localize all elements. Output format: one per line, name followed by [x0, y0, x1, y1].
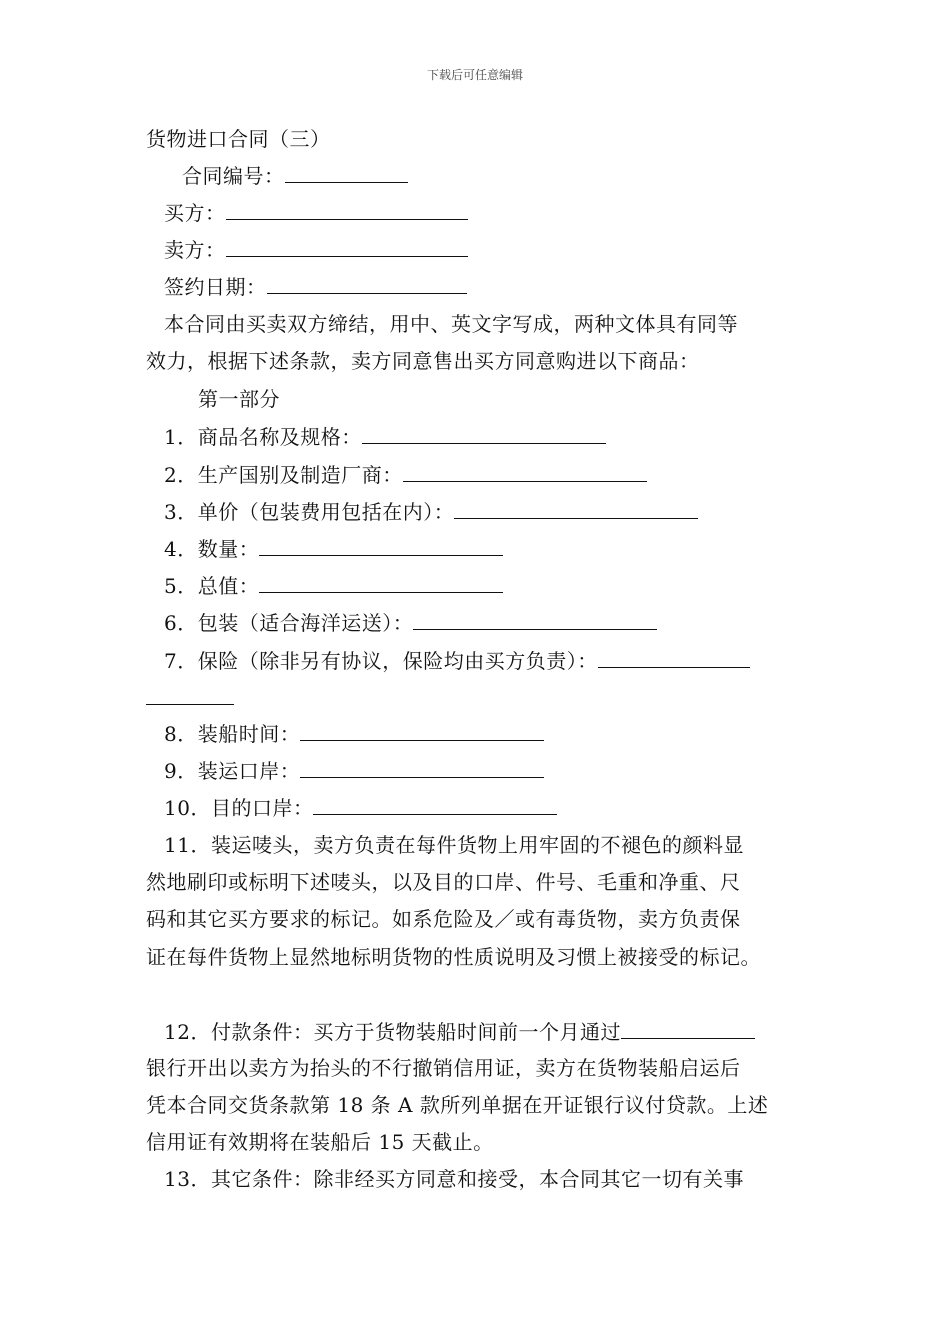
item-3-blank: [454, 498, 698, 519]
item-4: [164, 535, 503, 562]
clause-12-text-1: 12．付款条件：买方于货物装船时间前一个月通过: [164, 1020, 621, 1044]
contract-no-label: 合同编号：: [182, 164, 285, 188]
clause-11-line-3: 码和其它买方要求的标记。如系危险及／或有毒货物，卖方负责保: [146, 907, 741, 931]
date-label: 签约日期：: [164, 275, 267, 299]
item-9: [164, 757, 544, 784]
item-5: [164, 572, 503, 599]
item-7-label: 7．保险（除非另有协议，保险均由买方负责）：: [164, 649, 598, 673]
item-10-label: 10．目的口岸：: [164, 796, 314, 820]
buyer-label: 买方：: [164, 201, 226, 225]
item-9-blank: [300, 757, 544, 778]
item-9-label: 9．装运口岸：: [164, 759, 301, 783]
item-7-continuation: [146, 684, 234, 711]
page-header: 下载后可任意编辑: [426, 68, 523, 82]
item-7: [164, 647, 750, 674]
item-7-blank: [598, 647, 750, 668]
item-3: [164, 498, 698, 525]
clause-12-line-4: 信用证有效期将在装船后 15 天截止。: [146, 1130, 494, 1154]
part-one-heading: 第一部分: [198, 387, 280, 411]
item-10: [164, 794, 557, 821]
clause-12-line-3: 凭本合同交货条款第 18 条 A 款所列单据在开证银行议付贷款。上述: [146, 1093, 769, 1117]
item-6-label: 6．包装（适合海洋运送）：: [164, 611, 414, 635]
seller-label: 卖方：: [164, 238, 226, 262]
item-2: [164, 461, 647, 488]
item-10-blank: [313, 794, 557, 815]
item-6-blank: [413, 609, 657, 630]
item-8-blank: [300, 720, 544, 741]
item-8: [164, 720, 544, 747]
clause-11-line-2: 然地刷印或标明下述唛头，以及目的口岸、件号、毛重和净重、尺: [146, 870, 741, 894]
seller-blank: [226, 236, 468, 257]
item-5-blank: [259, 572, 503, 593]
clause-12-line-2: 银行开出以卖方为抬头的不行撤销信用证，卖方在货物装船启运后: [146, 1056, 741, 1080]
date-blank: [267, 273, 467, 294]
item-8-label: 8．装船时间：: [164, 722, 301, 746]
buyer-blank: [226, 199, 468, 220]
intro-line-1: 本合同由买卖双方缔结，用中、英文字写成，两种文体具有同等: [164, 312, 738, 336]
item-1: [164, 423, 606, 450]
clause-13-line-1: 13．其它条件：除非经买方同意和接受，本合同其它一切有关事: [164, 1167, 744, 1191]
item-6: [164, 609, 657, 636]
item-7-blank-continued: [146, 684, 234, 705]
item-1-label: 1．商品名称及规格：: [164, 425, 362, 449]
item-4-label: 4．数量：: [164, 537, 260, 561]
clause-11-line-4: 证在每件货物上显然地标明货物的性质说明及习惯上被接受的标记。: [146, 945, 761, 969]
item-2-label: 2．生产国别及制造厂商：: [164, 463, 403, 487]
clause-11-line-1: 11．装运唛头，卖方负责在每件货物上用牢固的不褪色的颜料显: [164, 833, 744, 857]
contract-no-line: [182, 162, 408, 189]
clause-12-bank-blank: [621, 1018, 755, 1039]
buyer-line: [164, 199, 468, 226]
item-4-blank: [259, 535, 503, 556]
clause-12-line-1: [164, 1018, 755, 1045]
intro-line-2: 效力，根据下述条款，卖方同意售出买方同意购进以下商品：: [146, 349, 700, 373]
item-3-label: 3．单价（包装费用包括在内）：: [164, 500, 455, 524]
item-1-blank: [362, 423, 606, 444]
document-title: 货物进口合同（三）: [146, 127, 331, 151]
item-5-label: 5．总值：: [164, 574, 260, 598]
date-line: [164, 273, 467, 300]
item-2-blank: [403, 461, 647, 482]
seller-line: [164, 236, 468, 263]
contract-no-blank: [285, 162, 408, 183]
